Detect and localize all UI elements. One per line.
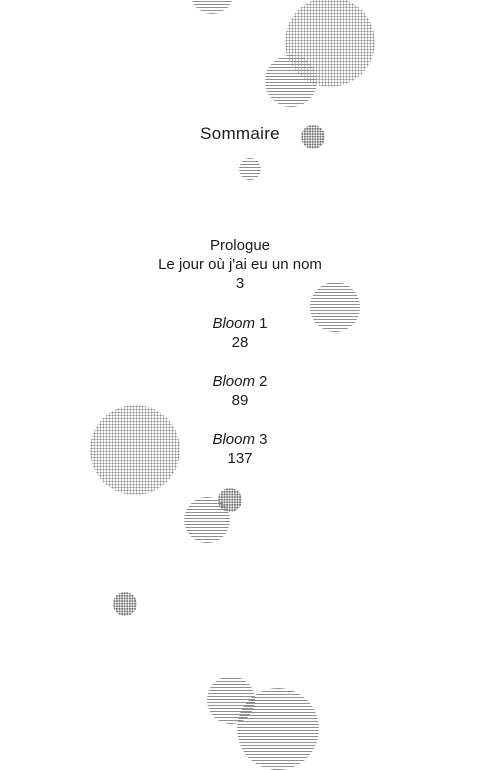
entry-number: 1: [259, 315, 268, 332]
entry-page: 137: [227, 450, 253, 467]
entry-title: [0, 430, 480, 449]
toc-entry-bloom-3: [0, 430, 480, 468]
decorative-circle-small-left: [113, 592, 137, 616]
entry-number: 2: [259, 373, 268, 390]
entry-title-italic: Bloom: [212, 315, 255, 332]
page-title: Sommaire: [200, 124, 280, 143]
toc-entry-bloom-2: [0, 372, 480, 410]
entry-title-italic: Bloom: [212, 373, 255, 390]
entry-title-italic: Bloom: [212, 431, 255, 448]
decorative-circle-small-center: [239, 158, 261, 180]
entry-title: [0, 314, 480, 333]
entry-number: 3: [259, 431, 268, 448]
toc-entry-bloom-1: [0, 314, 480, 352]
entry-page: 28: [231, 334, 249, 351]
entry-page: 89: [231, 392, 249, 409]
toc-entry-prologue: [0, 236, 480, 293]
decorative-circle-top-mid: [265, 55, 317, 107]
decorative-circle-overlap: [218, 488, 242, 512]
entry-page: 3: [235, 275, 245, 292]
entry-title: [0, 372, 480, 391]
decorative-circle-bottom-right: [237, 688, 319, 770]
entry-subtitle: Le jour où j'ai eu un nom: [158, 256, 322, 273]
entry-title: Prologue: [209, 237, 271, 254]
decorative-circle-top-left: [190, 0, 234, 14]
